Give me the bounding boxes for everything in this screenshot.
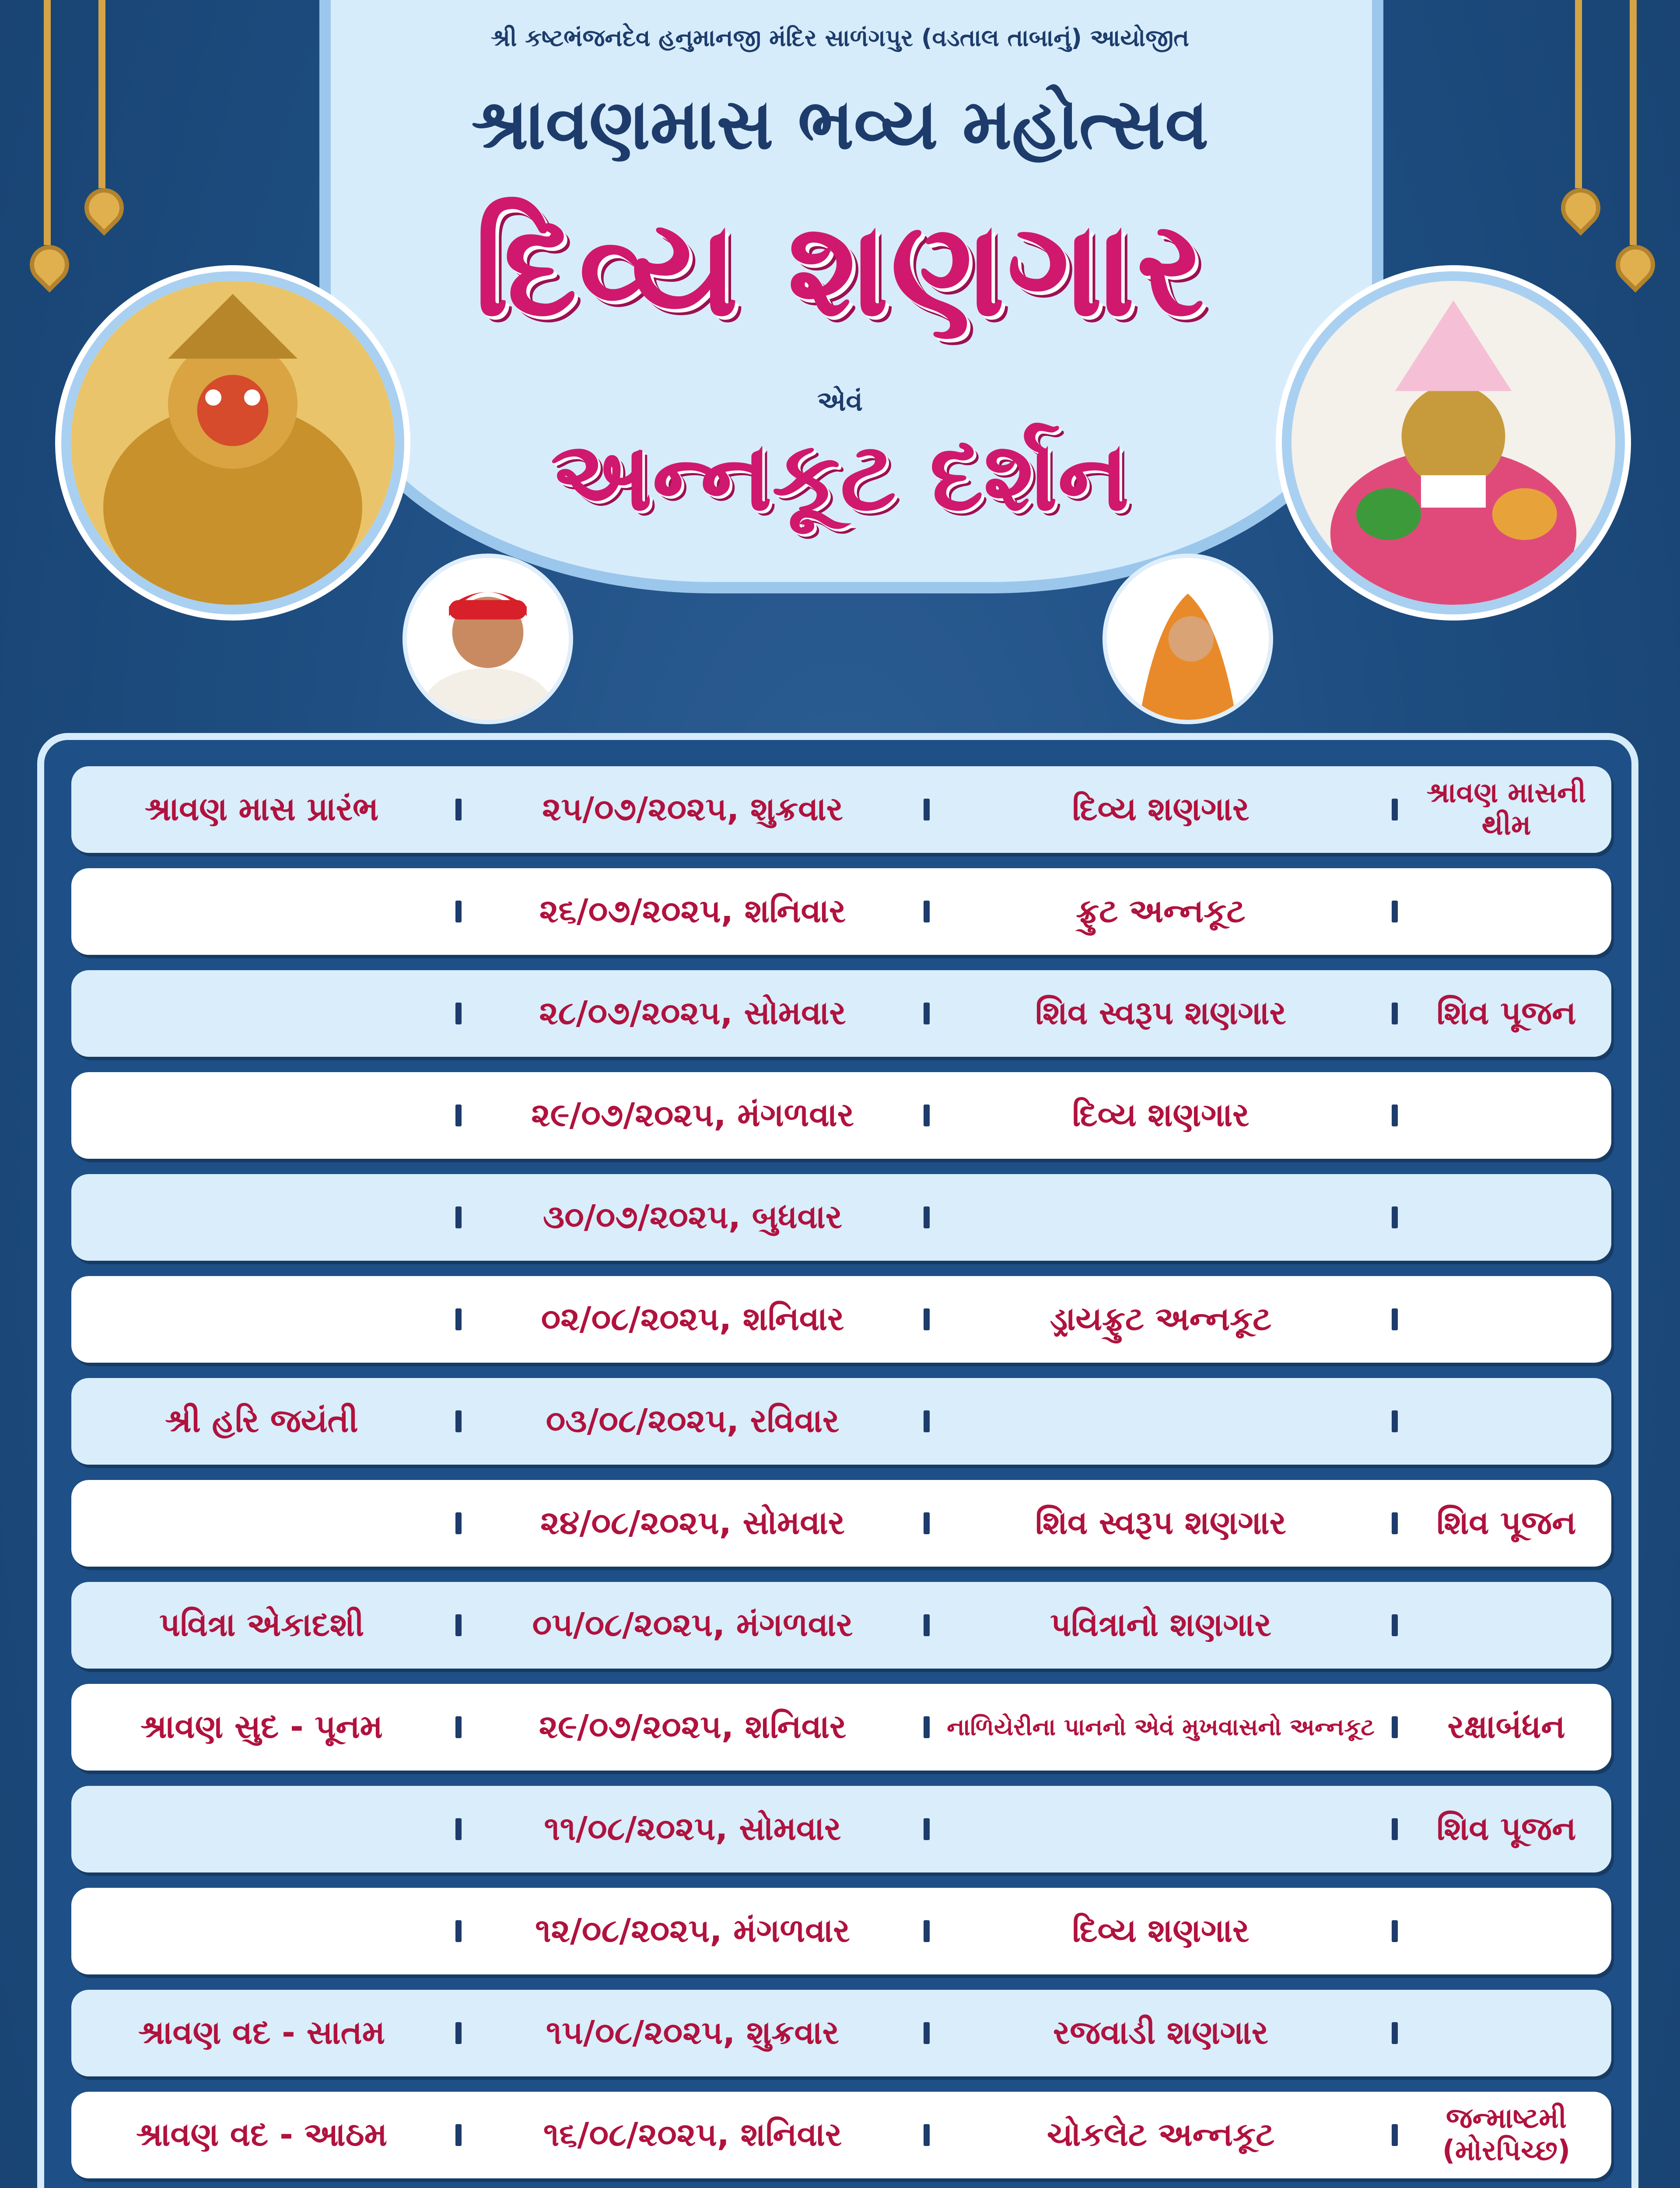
column-separator <box>1392 1920 1398 1942</box>
schedule-note <box>1401 1990 1611 2076</box>
column-separator <box>1392 901 1398 922</box>
column-separator <box>455 1614 462 1636</box>
schedule-occasion <box>71 1276 452 1363</box>
schedule-row <box>71 1072 1611 1159</box>
schedule-occasion <box>71 1072 452 1159</box>
schedule-date: ૧૧/૦૮/૨૦૨૫, સોમવાર <box>544 1810 841 1848</box>
schedule-darshan: ફ્રુટ અન્નકૂટ <box>1076 892 1246 930</box>
schedule-date: ૧૫/૦૮/૨૦૨૫, શુક્રવાર <box>546 2014 839 2052</box>
column-separator <box>455 1920 462 1942</box>
column-separator <box>924 1614 930 1636</box>
schedule-occasion <box>71 1786 452 1872</box>
schedule-darshan: ડ્રાયફ્રુટ અન્નકૂટ <box>1050 1300 1272 1338</box>
schedule-date: ૨૪/૦૮/૨૦૨૫, સોમવાર <box>540 1504 845 1542</box>
column-separator <box>455 2124 462 2146</box>
schedule-row <box>71 1990 1611 2076</box>
schedule-row <box>71 1276 1611 1363</box>
schedule-occasion <box>71 970 452 1057</box>
schedule-date: ૨૬/૦૭/૨૦૨૫, શનિવાર <box>539 892 846 930</box>
schedule-occasion <box>71 1480 452 1567</box>
column-separator <box>924 1308 930 1330</box>
schedule-occasion <box>71 1174 452 1261</box>
schedule-row <box>71 1786 1611 1872</box>
schedule-darshan: શિવ સ્વરૂપ શણગાર <box>1035 1504 1286 1542</box>
column-separator <box>924 1818 930 1840</box>
schedule-darshan <box>933 1174 1388 1261</box>
column-separator <box>924 1003 930 1024</box>
column-separator <box>924 2124 930 2146</box>
schedule-darshan: પવિત્રાનો શણગાર <box>1050 1606 1271 1644</box>
schedule-date: ૦૫/૦૮/૨૦૨૫, મંગળવાર <box>532 1606 853 1644</box>
schedule-note: જન્માષ્ટમી (મોરપિચ્છ) <box>1442 2102 1571 2167</box>
schedule-row <box>71 1888 1611 1974</box>
column-separator <box>924 799 930 820</box>
schedule-date: ૨૮/૦૭/૨૦૨૫, સોમવાર <box>539 994 846 1032</box>
schedule-darshan <box>933 1786 1388 1872</box>
schedule-darshan: શિવ સ્વરૂપ શણગાર <box>1035 994 1286 1032</box>
schedule-note: રક્ષાબંધન <box>1447 1708 1565 1746</box>
column-separator <box>455 1308 462 1330</box>
organizer-line: શ્રી કષ્ટભંજનદેવ હનુમાનજી મંદિર સાળંગપુર (વડતાલ તાબાનું) આયોજીત <box>490 24 1190 52</box>
festival-title: શ્રાવણમાસ ભવ્ય મહોત્સવ <box>471 83 1209 165</box>
column-separator <box>924 1206 930 1228</box>
column-separator <box>924 1512 930 1534</box>
schedule-date: ૩૦/૦૭/૨૦૨૫, બુધવાર <box>542 1198 843 1236</box>
column-separator <box>455 1512 462 1534</box>
schedule-date: ૧૬/૦૮/૨૦૨૫, શનિવાર <box>543 2116 842 2154</box>
schedule-occasion <box>71 1888 452 1974</box>
column-separator <box>924 2022 930 2044</box>
column-separator <box>924 1105 930 1126</box>
schedule-row <box>71 868 1611 955</box>
column-separator <box>455 901 462 922</box>
saint-portrait-icon <box>1102 554 1273 724</box>
column-separator <box>1392 1206 1398 1228</box>
divine-shangar-title: દિવ્ય શણગાર <box>474 193 1206 345</box>
schedule-note <box>1401 1072 1611 1159</box>
schedule-row <box>71 1174 1611 1261</box>
schedule-date: ૨૯/૦૭/૨૦૨૫, શનિવાર <box>539 1708 847 1746</box>
column-separator <box>1392 1308 1398 1330</box>
schedule-note: શિવ પૂજન <box>1436 1810 1576 1848</box>
schedule-date: ૨૯/૦૭/૨૦૨૫, મંગળવાર <box>531 1096 854 1134</box>
schedule-date: ૦૩/૦૮/૨૦૨૫, રવિવાર <box>546 1402 840 1440</box>
column-separator <box>455 799 462 820</box>
schedule-occasion: શ્રાવણ માસ પ્રારંભ <box>144 790 379 828</box>
schedule-row <box>71 1582 1611 1669</box>
schedule-date: ૨૫/૦૭/૨૦૨૫, શુક્રવાર <box>542 790 843 828</box>
schedule-darshan: દિવ્ય શણગાર <box>1072 1096 1250 1134</box>
schedule-date: ૧૨/૦૮/૨૦૨૫, મંગળવાર <box>535 1912 850 1950</box>
schedule-row <box>71 2092 1611 2178</box>
column-separator <box>924 901 930 922</box>
schedule-row <box>71 1378 1611 1465</box>
column-separator <box>455 1105 462 1126</box>
column-separator <box>1392 2022 1398 2044</box>
column-separator <box>924 1716 930 1738</box>
schedule-note: શિવ પૂજન <box>1436 994 1576 1032</box>
schedule-note <box>1401 1888 1611 1974</box>
hanumanji-deity-icon <box>61 271 404 614</box>
schedule-darshan: ચોકલેટ અન્નકૂટ <box>1046 2116 1275 2154</box>
column-separator <box>1392 1410 1398 1432</box>
schedule-note <box>1401 1174 1611 1261</box>
column-separator <box>455 1206 462 1228</box>
schedule-date: ૦૨/૦૮/૨૦૨૫, શનિવાર <box>541 1300 844 1338</box>
schedule-table <box>37 733 1638 2188</box>
schedule-note <box>1401 868 1611 955</box>
column-separator <box>1392 799 1398 820</box>
schedule-row <box>71 1480 1611 1567</box>
column-separator <box>455 1818 462 1840</box>
column-separator <box>1392 1105 1398 1126</box>
schedule-note <box>1401 1582 1611 1669</box>
column-separator <box>455 1716 462 1738</box>
column-separator <box>924 1920 930 1942</box>
schedule-note: શિવ પૂજન <box>1436 1504 1576 1542</box>
schedule-row <box>71 766 1611 853</box>
schedule-occasion: શ્રાવણ સુદ - પૂનમ <box>140 1708 383 1746</box>
column-separator <box>1392 2124 1398 2146</box>
schedule-row <box>71 970 1611 1057</box>
schedule-occasion: પવિત્રા એકાદશી <box>159 1606 364 1644</box>
schedule-occasion <box>71 868 452 955</box>
schedule-note <box>1401 1378 1611 1465</box>
column-separator <box>1392 1512 1398 1534</box>
column-separator <box>1392 1614 1398 1636</box>
schedule-row <box>71 1684 1611 1771</box>
schedule-occasion: શ્રાવણ વદ - સાતમ <box>138 2014 385 2052</box>
column-separator <box>1392 1716 1398 1738</box>
schedule-occasion: શ્રી હરિ જયંતી <box>165 1402 358 1440</box>
swami-portrait-icon <box>402 554 573 724</box>
column-separator <box>455 1003 462 1024</box>
schedule-darshan <box>933 1378 1388 1465</box>
schedule-darshan: નાળિયેરીના પાનનો એવં મુખવાસનો અન્નકૂટ <box>947 1713 1375 1741</box>
schedule-darshan: દિવ્ય શણગાર <box>1072 1912 1250 1950</box>
schedule-darshan: રજવાડી શણગાર <box>1053 2014 1269 2052</box>
column-separator <box>455 1410 462 1432</box>
column-separator <box>924 1410 930 1432</box>
ghanshyam-maharaj-deity-icon <box>1282 271 1625 614</box>
column-separator <box>455 2022 462 2044</box>
annakut-darshan-title: અન્નકૂટ દર્શન <box>550 420 1130 532</box>
column-separator <box>1392 1003 1398 1024</box>
and-word: એવં <box>817 385 863 417</box>
column-separator <box>1392 1818 1398 1840</box>
schedule-darshan: દિવ્ય શણગાર <box>1072 790 1250 828</box>
schedule-note: શ્રાવણ માસની થીમ <box>1426 777 1586 842</box>
schedule-note <box>1401 1276 1611 1363</box>
schedule-occasion: શ્રાવણ વદ - આઠમ <box>136 2116 387 2154</box>
